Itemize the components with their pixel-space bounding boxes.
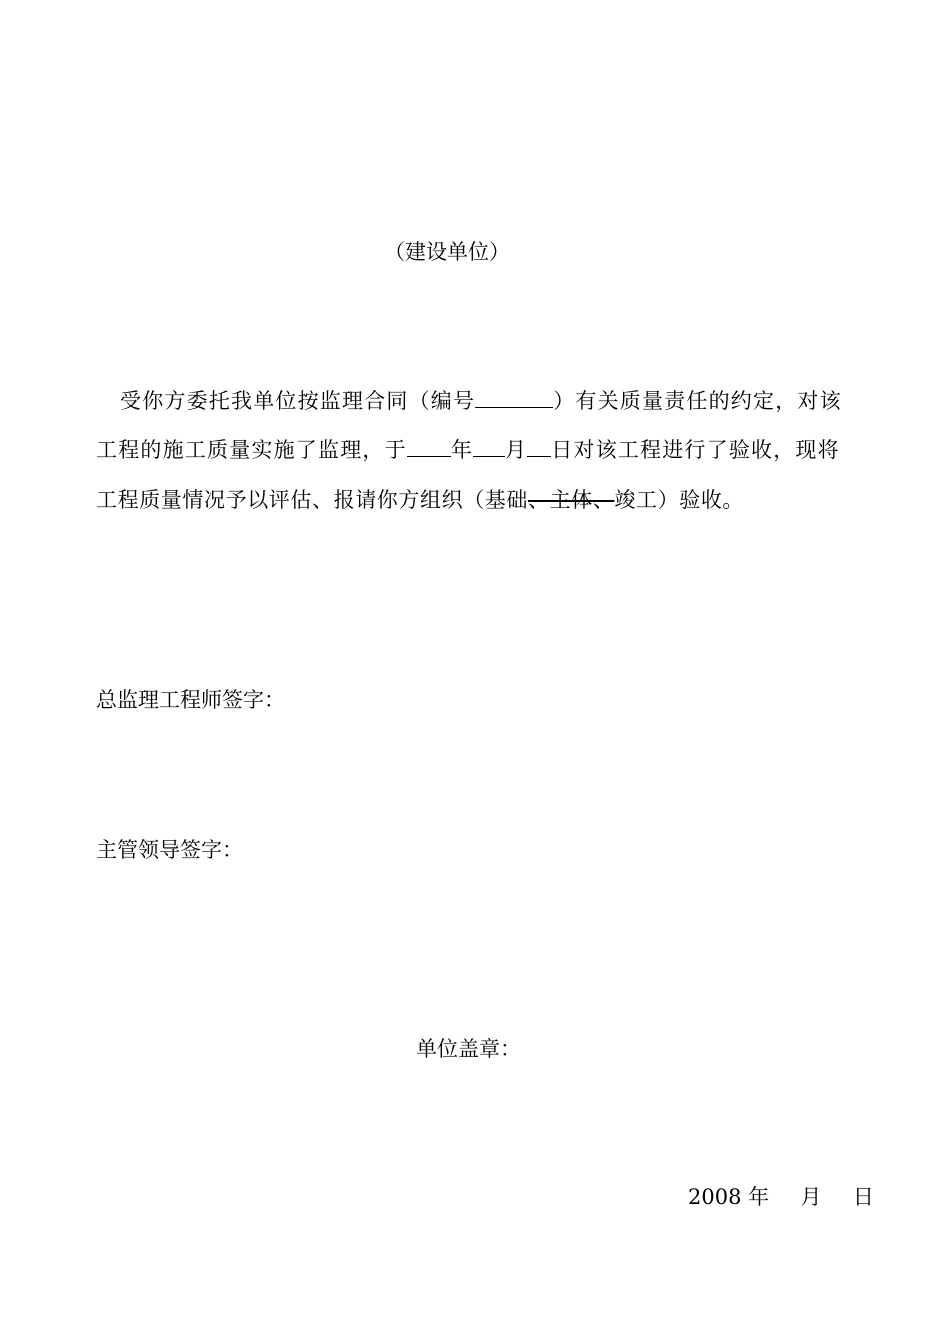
chief-supervisor-signature-label: 总监理工程师签字： xyxy=(96,688,285,712)
month-label: 月 xyxy=(505,438,528,462)
body-line-3-text: 工程质量情况予以评估、报请你方组织（基础 xyxy=(96,488,528,512)
month-blank[interactable] xyxy=(473,436,505,457)
date-day-label: 日 xyxy=(852,1185,874,1209)
body-line-1 xyxy=(120,387,842,415)
date-month-label: 月 xyxy=(800,1185,822,1209)
contract-number-blank[interactable] xyxy=(475,387,553,408)
body-line-2-text: 工程的施工质量实施了监理，于 xyxy=(96,438,407,462)
struck-separator-1: 、 xyxy=(528,488,550,512)
signing-date xyxy=(688,1183,874,1211)
body-line-2 xyxy=(96,436,840,464)
body-line-2-text-end: 日对该工程进行了验收，现将 xyxy=(551,438,840,462)
body-line-3-text-end: 竣工）验收。 xyxy=(614,488,745,512)
body-line-1-text-end: ）有关质量责任的约定，对该 xyxy=(553,389,842,413)
body-line-3 xyxy=(96,486,744,514)
addressee: （建设单位） xyxy=(384,240,510,264)
struck-separator-2: 、 xyxy=(592,488,615,512)
body-line-1-text: 受你方委托我单位按监理合同（编号 xyxy=(120,389,476,413)
year-blank[interactable] xyxy=(407,436,451,457)
date-year: 2008 xyxy=(688,1185,742,1209)
manager-signature-label: 主管领导签字： xyxy=(96,838,243,862)
unit-seal-label: 单位盖章： xyxy=(416,1037,521,1061)
day-blank[interactable] xyxy=(527,436,551,457)
struck-main-structure: 主体 xyxy=(549,488,593,512)
date-year-label: 年 xyxy=(748,1185,770,1209)
year-label: 年 xyxy=(450,438,474,462)
